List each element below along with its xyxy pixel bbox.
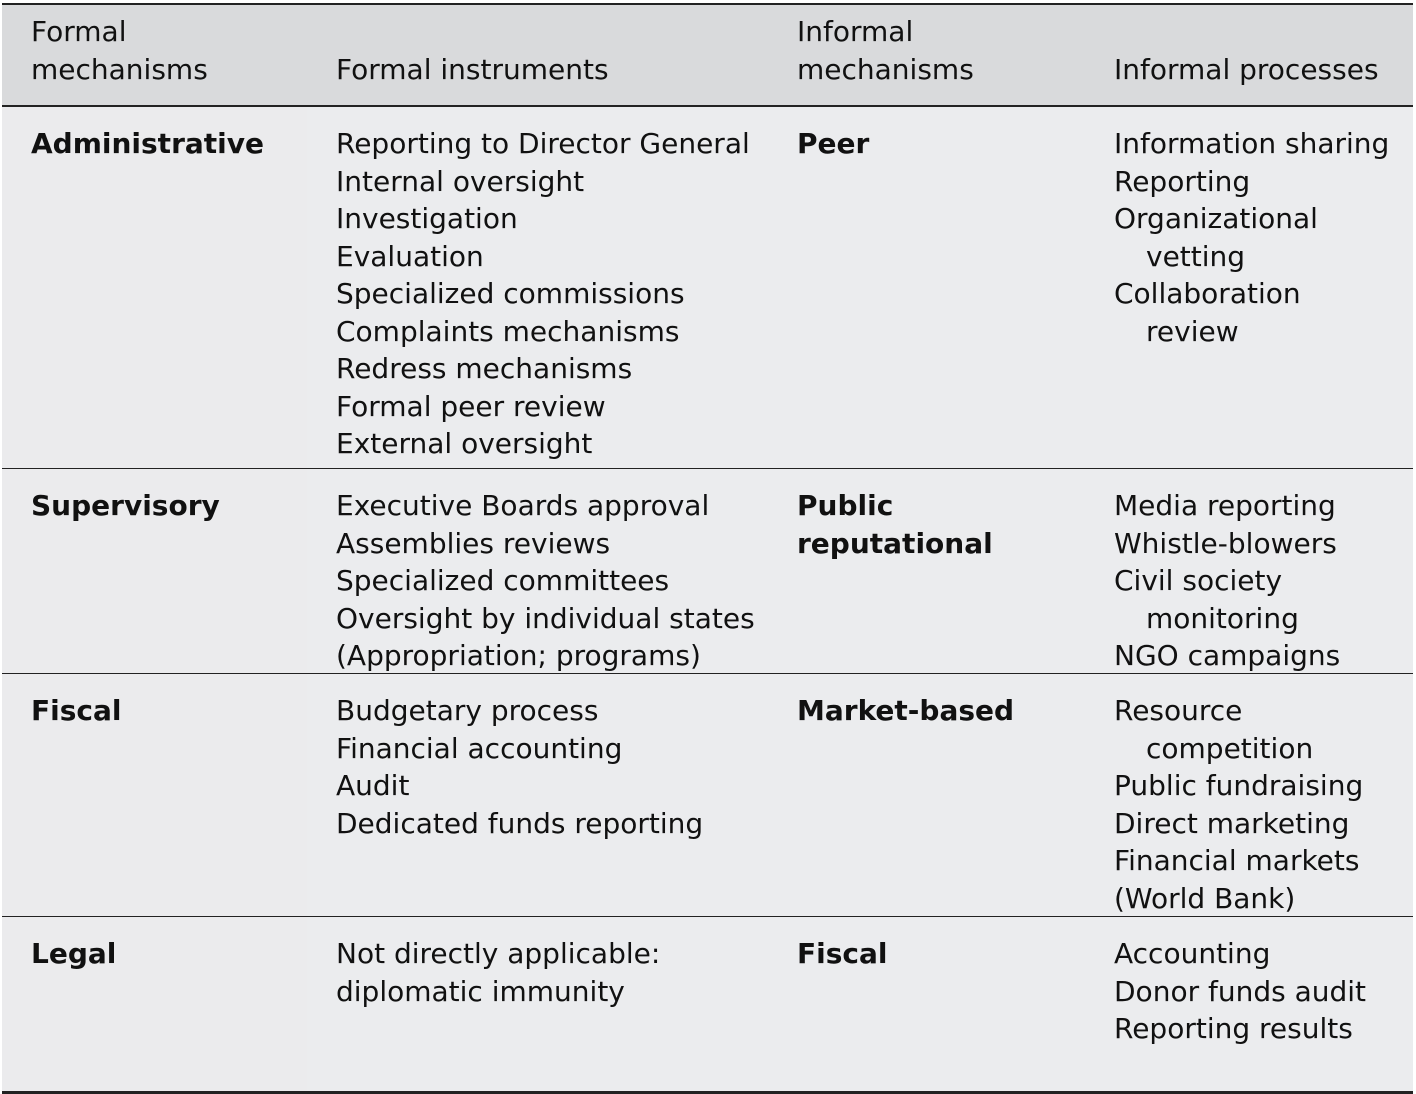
- formal-instruments-cell: [307, 469, 768, 673]
- formal-instruments-cell: [307, 107, 768, 468]
- informal-process-item: Organizational: [1114, 202, 1318, 235]
- formal-instrument-item: Complaints mechanisms: [336, 314, 680, 348]
- formal-instrument-item: Financial accounting: [336, 731, 623, 765]
- informal-process-item: Media reporting: [1114, 489, 1336, 522]
- table-row: [2, 469, 1413, 674]
- informal-process-item: Collaboration: [1114, 277, 1301, 310]
- header-line: Informal: [797, 15, 914, 48]
- formal-instrument-item: Executive Boards approval: [336, 489, 710, 522]
- header-line: mechanisms: [31, 53, 208, 86]
- informal-process-item: Reporting results: [1114, 1012, 1353, 1045]
- formal-instrument-item: diplomatic immunity: [336, 974, 625, 1008]
- header-formal-mechanisms: [2, 5, 307, 105]
- informal-processes-cell: [1085, 107, 1413, 468]
- formal-instrument-item: Formal peer review: [336, 389, 606, 423]
- formal-instrument-item: Specialized commissions: [336, 277, 685, 310]
- table-row: [2, 107, 1413, 469]
- formal-instrument-item: Evaluation: [336, 239, 484, 273]
- informal-process-item: monitoring: [1146, 601, 1299, 635]
- informal-mechanism-cell: Market-based: [797, 694, 1015, 727]
- table-row: [2, 674, 1413, 917]
- header-line: Informal processes: [1114, 53, 1379, 86]
- formal-instrument-item: Assemblies reviews: [336, 526, 611, 560]
- formal-instrument-item: Oversight by individual states: [336, 601, 755, 635]
- informal-process-item: vetting: [1146, 239, 1246, 273]
- formal-instruments-cell: [307, 674, 768, 916]
- formal-mechanism-cell: Legal: [2, 917, 307, 1091]
- header-informal-mechanisms: [768, 5, 1085, 105]
- informal-process-item: Accounting: [1114, 937, 1271, 970]
- header-line: mechanisms: [797, 53, 974, 86]
- header-line: Formal instruments: [336, 53, 609, 86]
- formal-instrument-item: Reporting to Director General: [336, 127, 750, 160]
- informal-mechanism-cell: Public reputational: [797, 489, 993, 560]
- formal-instrument-item: External oversight: [336, 427, 593, 460]
- formal-instruments-cell: [307, 917, 768, 1091]
- formal-instrument-item: Dedicated funds reporting: [336, 806, 704, 840]
- informal-process-item: Resource: [1114, 694, 1243, 727]
- formal-instrument-item: Not directly applicable:: [336, 937, 661, 970]
- formal-instrument-item: Investigation: [336, 202, 518, 235]
- informal-process-item: Public fundraising: [1114, 769, 1364, 802]
- header-informal-processes: [1085, 5, 1413, 105]
- formal-instrument-item: (Appropriation; programs): [336, 639, 701, 672]
- accountability-table: [2, 3, 1413, 1094]
- formal-mechanism-cell: Administrative: [2, 107, 307, 468]
- informal-processes-cell: [1085, 469, 1413, 673]
- informal-process-item: Civil society: [1114, 564, 1283, 597]
- header-line: Formal: [31, 15, 127, 48]
- informal-mechanism-cell: Peer: [797, 127, 870, 160]
- formal-instrument-item: Internal oversight: [336, 164, 585, 198]
- formal-mechanism-cell: Supervisory: [2, 469, 307, 673]
- formal-mechanism-cell: Fiscal: [2, 674, 307, 916]
- informal-process-item: Reporting: [1114, 164, 1251, 198]
- formal-instrument-item: Budgetary process: [336, 694, 599, 727]
- informal-mechanism-cell: Fiscal: [797, 937, 888, 970]
- informal-processes-cell: [1085, 917, 1413, 1091]
- table-header: [2, 5, 1413, 107]
- formal-instrument-item: Redress mechanisms: [336, 352, 633, 385]
- informal-process-item: NGO campaigns: [1114, 639, 1341, 672]
- header-formal-instruments: [307, 5, 768, 105]
- formal-instrument-item: Audit: [336, 769, 410, 802]
- informal-process-item: Information sharing: [1114, 127, 1390, 160]
- informal-process-item: competition: [1146, 731, 1314, 765]
- informal-process-item: Donor funds audit: [1114, 974, 1367, 1008]
- informal-process-item: (World Bank): [1114, 881, 1296, 915]
- table-row: [2, 917, 1413, 1094]
- informal-processes-cell: [1085, 674, 1413, 916]
- formal-instrument-item: Specialized committees: [336, 564, 670, 597]
- informal-process-item: Whistle-blowers: [1114, 526, 1337, 560]
- informal-process-item: review: [1146, 314, 1239, 348]
- informal-process-item: Direct marketing: [1114, 806, 1350, 840]
- informal-process-item: Financial markets: [1114, 844, 1360, 877]
